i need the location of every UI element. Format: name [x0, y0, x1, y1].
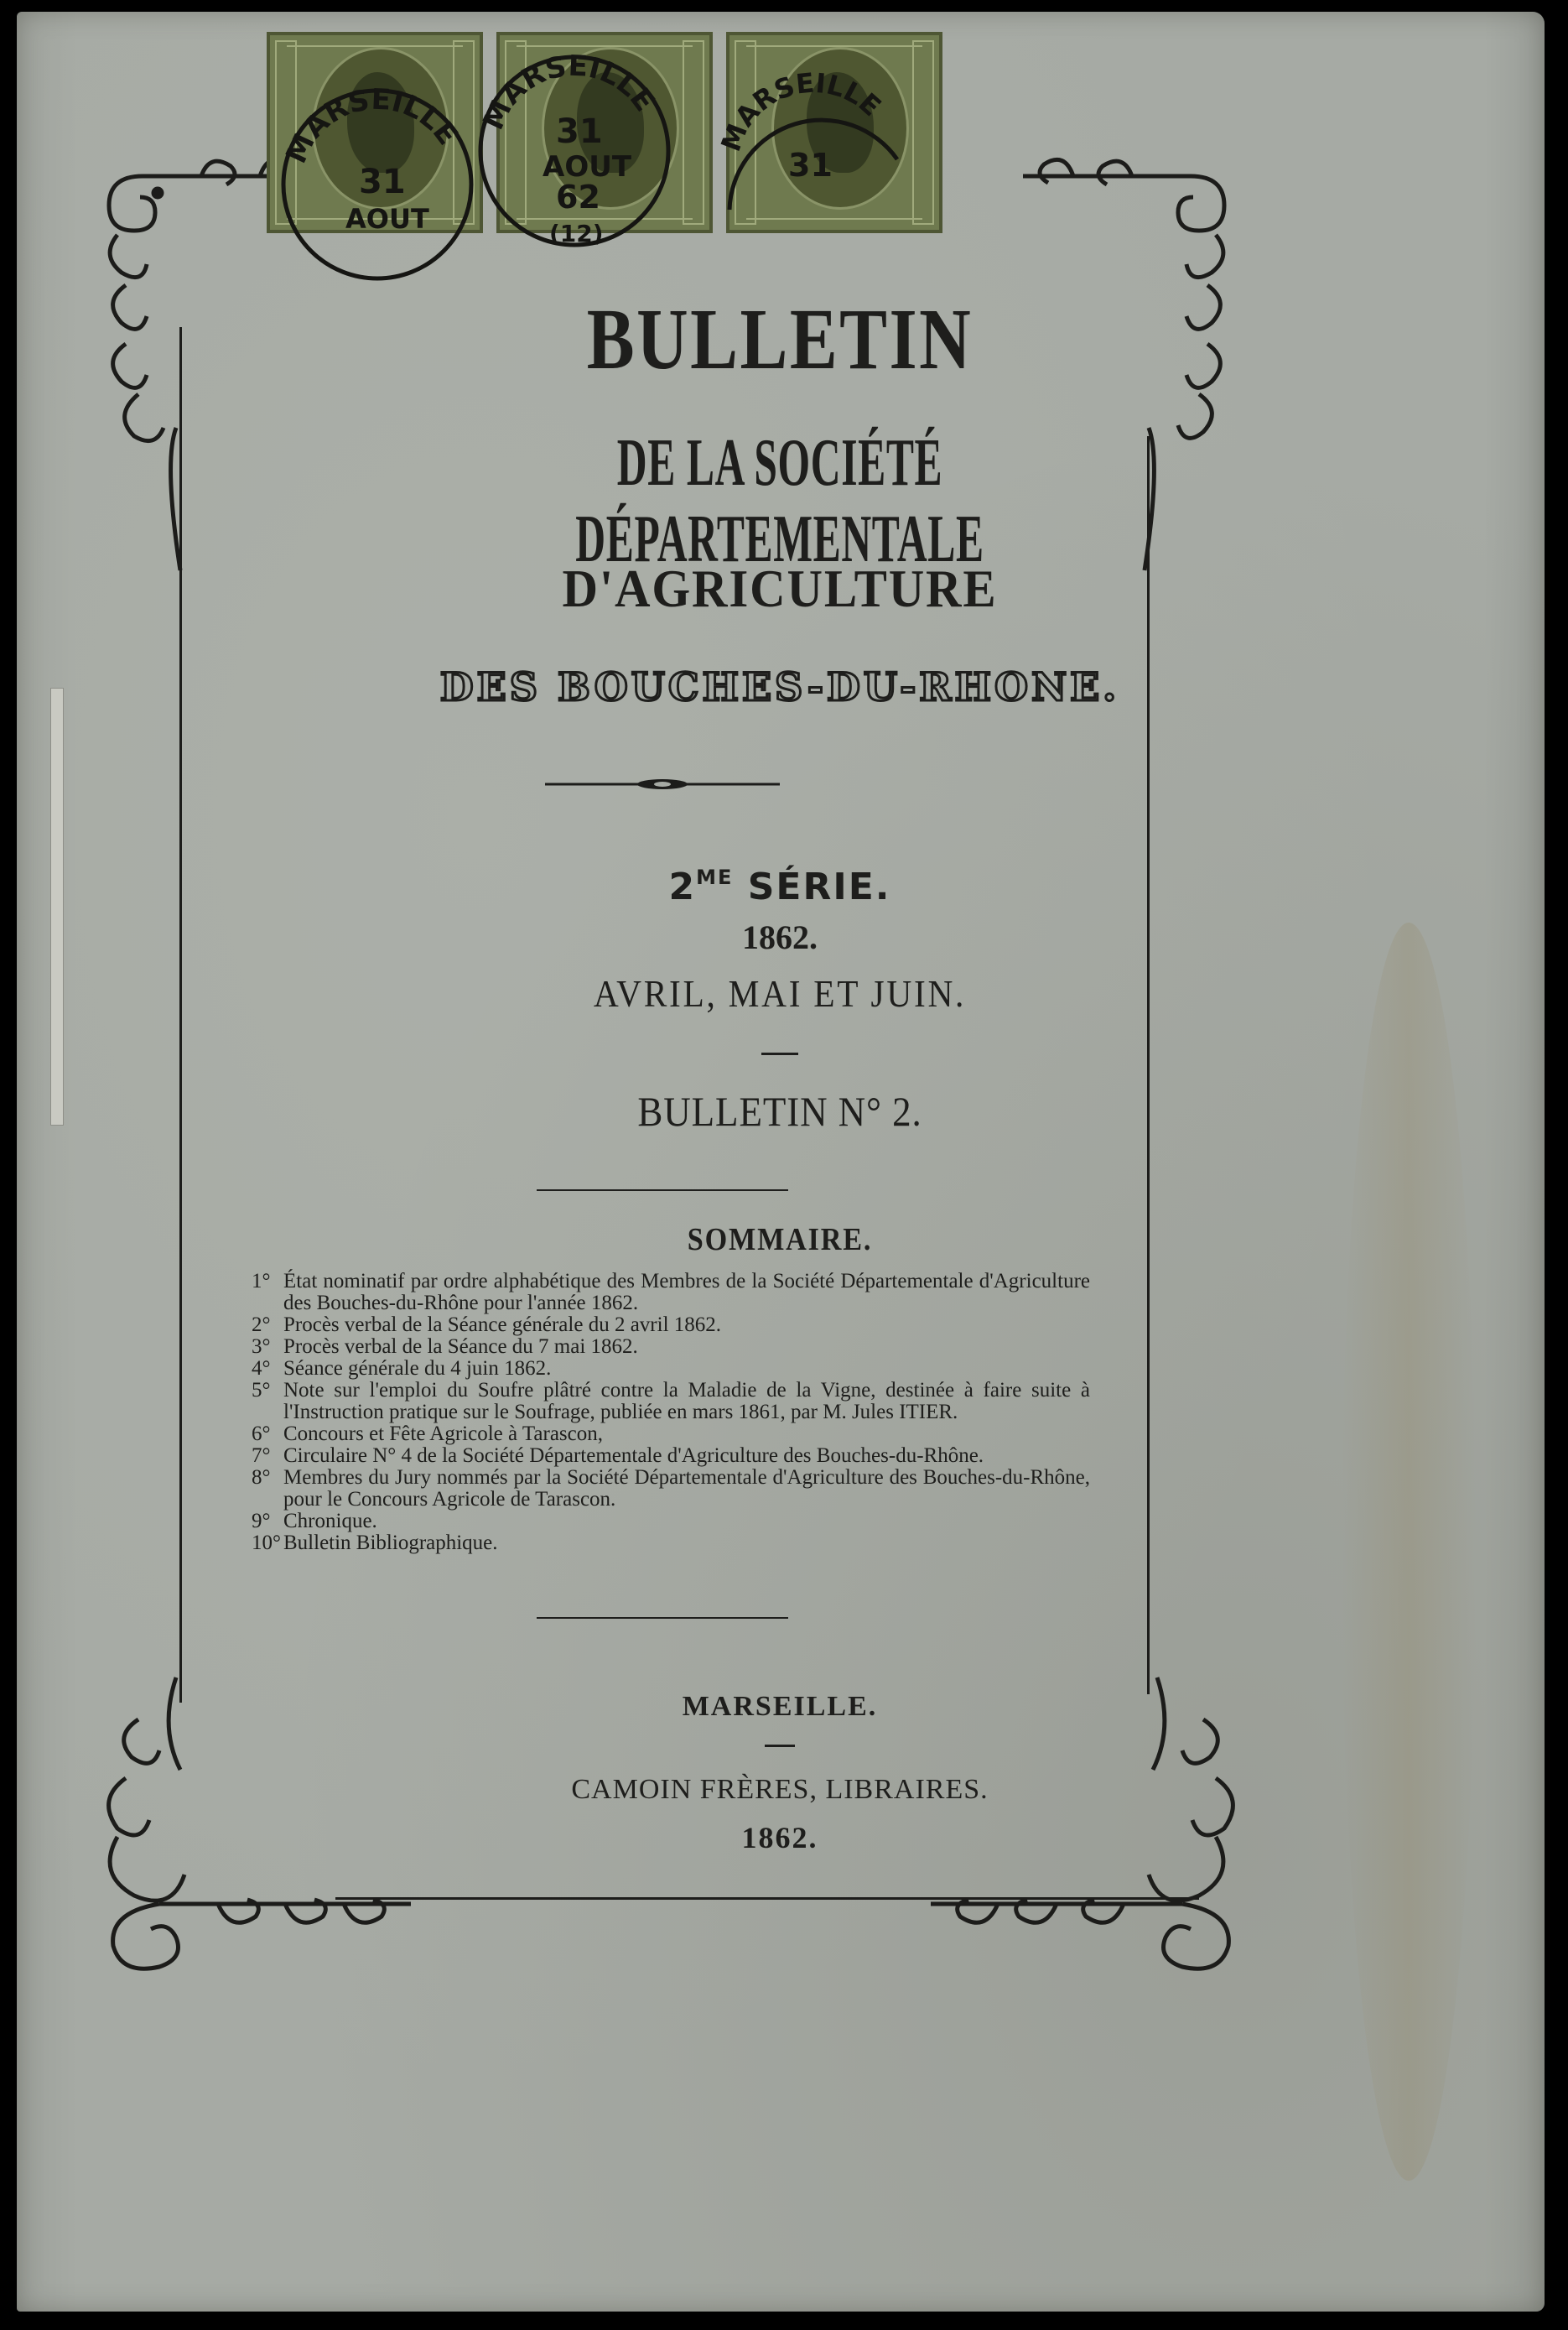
- svg-text:AOUT: AOUT: [345, 203, 429, 235]
- cover-subtitle-department: DES BOUCHES-DU-RHONE.: [439, 664, 1120, 710]
- cover-title: BULLETIN: [586, 291, 974, 387]
- svg-text:AOUT: AOUT: [543, 150, 632, 184]
- contents-item: 3° Procès verbal de la Séance du 7 mai 1862.: [252, 1335, 638, 1358]
- svg-text:31: 31: [359, 163, 406, 201]
- contents-item: 6° Concours et Fête Agricole à Tarascon,: [252, 1422, 604, 1445]
- series-label: $2^{ME}$ SÉRIE.: [668, 866, 891, 908]
- contents-item: 2° Procès verbal de la Séance générale du 2 avril 1862.: [252, 1313, 722, 1336]
- svg-text:MARSEILLE: MARSEILLE: [476, 49, 662, 135]
- short-rule: [765, 1745, 795, 1747]
- svg-text:62: 62: [556, 179, 600, 216]
- imprint-city: MARSEILLE.: [682, 1691, 878, 1722]
- svg-text:MARSEILLE: MARSEILLE: [279, 82, 465, 169]
- svg-text:MARSEILLE: MARSEILLE: [714, 66, 888, 156]
- imprint-publisher: CAMOIN FRÈRES, LIBRAIRES.: [571, 1774, 989, 1805]
- water-stain: [1342, 923, 1476, 2181]
- svg-text:31: 31: [788, 147, 833, 184]
- contents-heading: SOMMAIRE.: [687, 1222, 873, 1257]
- contents-list: [252, 1271, 1090, 1554]
- bulletin-number: BULLETIN N° 2.: [637, 1088, 922, 1135]
- postmark: [704, 50, 922, 218]
- rule-below-contents: [537, 1617, 788, 1619]
- divider-ornament: [545, 772, 780, 797]
- contents-item: 9° Chronique.: [252, 1510, 377, 1532]
- binding-strip: [50, 688, 64, 1126]
- issue-year: 1862.: [742, 918, 818, 956]
- svg-text:31: 31: [556, 112, 603, 151]
- contents-item: 4° Séance générale du 4 juin 1862.: [252, 1357, 552, 1380]
- contents-item: 8° Membres du Jury nommés par la Société Départementale d'Agriculture des Bouches-du-Rhône, pour le Concours Agricole de Tarascon.: [252, 1466, 1090, 1511]
- contents-item: 5° Note sur l'emploi du Soufre plâtré contre la Maladie de la Vigne, destinée à faire suite à l'Instruction pratique sur le Soufrage, publiée en mars 1861, par M. Jules ITIER.: [252, 1379, 1090, 1423]
- frame-right-line: [1147, 436, 1150, 1694]
- rule-above-contents: [537, 1189, 788, 1191]
- postmark: [465, 42, 683, 260]
- cover-subtitle-agriculture: D'AGRICULTURE: [562, 559, 998, 618]
- short-rule: [761, 1053, 798, 1055]
- svg-text:(12): (12): [549, 220, 604, 247]
- issue-months: AVRIL, MAI ET JUIN.: [593, 972, 967, 1015]
- contents-item: 7° Circulaire N° 4 de la Société Départementale d'Agriculture des Bouches-du-Rhône.: [252, 1444, 984, 1467]
- contents-item: 10° Bulletin Bibliographique.: [252, 1532, 498, 1554]
- cover-subtitle-society: DE LA SOCIÉTÉ DÉPARTEMENTALE: [575, 426, 984, 576]
- imprint-year: 1862.: [741, 1821, 818, 1854]
- contents-item: 1° État nominatif par ordre alphabétique des Membres de la Société Départementale d'Agriculture des Bouches-du-Rhône pour l'année 1862.: [252, 1270, 1090, 1314]
- postmark: [268, 75, 486, 294]
